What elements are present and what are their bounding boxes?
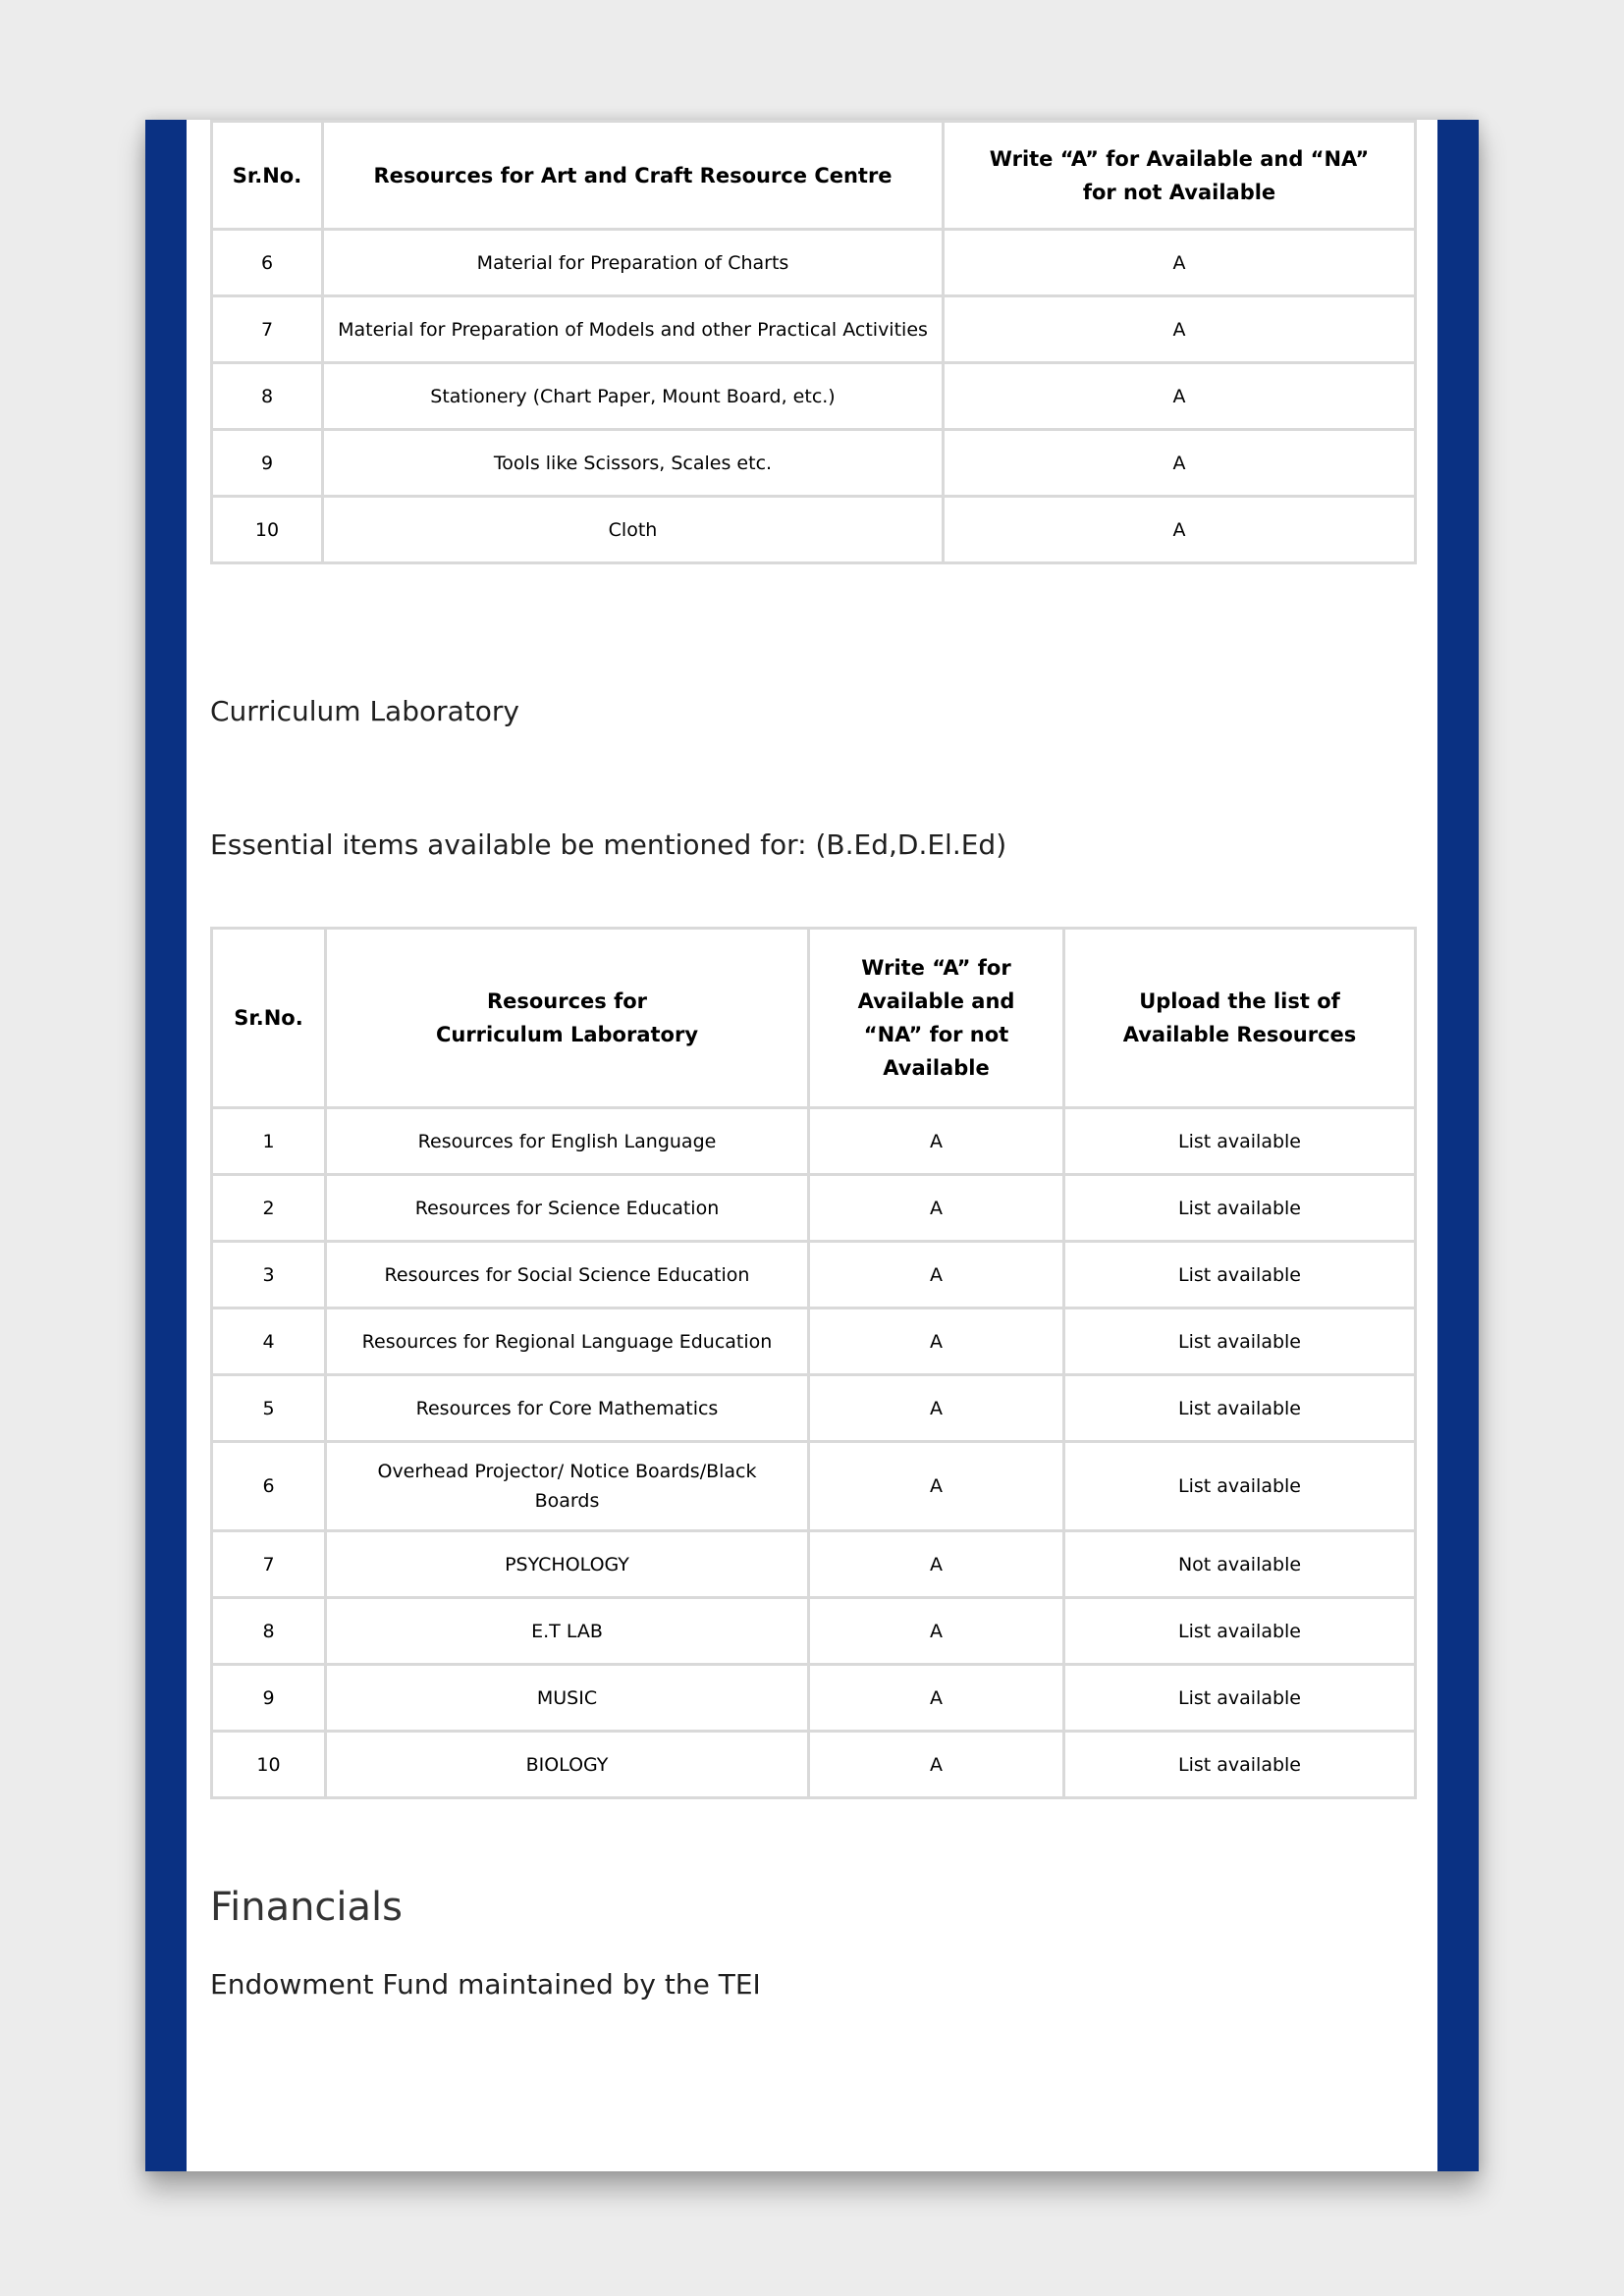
resource-cell: MUSIC (327, 1666, 807, 1730)
header-upload: Upload the list of Available Resources (1065, 930, 1414, 1106)
srno-cell: 5 (213, 1376, 324, 1440)
curriculum-laboratory-heading: Curriculum Laboratory (210, 695, 519, 727)
availability-cell: A (945, 231, 1414, 294)
financials-heading: Financials (210, 1885, 403, 1930)
table-row (213, 297, 1414, 361)
resource-cell: Resources for Social Science Education (327, 1243, 807, 1307)
upload-cell: List available (1065, 1109, 1414, 1173)
header-resource: Resources for Art and Craft Resource Centre (324, 123, 942, 228)
availability-cell: A (945, 364, 1414, 428)
srno-cell: 9 (213, 431, 321, 495)
srno-cell: 8 (213, 364, 321, 428)
resource-cell: Overhead Projector/ Notice Boards/Black Boards (327, 1443, 807, 1529)
availability-cell: A (945, 431, 1414, 495)
availability-cell: A (810, 1309, 1062, 1373)
availability-cell: A (810, 1176, 1062, 1240)
upload-cell: List available (1065, 1733, 1414, 1796)
availability-cell: A (810, 1109, 1062, 1173)
srno-cell: 1 (213, 1109, 324, 1173)
table-row (213, 1532, 1414, 1596)
resource-cell: Resources for Science Education (327, 1176, 807, 1240)
srno-cell: 10 (213, 498, 321, 561)
upload-cell: List available (1065, 1243, 1414, 1307)
header-availability: Write “A” for Available and “NA” for not Available (810, 930, 1062, 1106)
srno-cell: 2 (213, 1176, 324, 1240)
header-srno: Sr.No. (213, 930, 324, 1106)
table-row (213, 1176, 1414, 1240)
availability-cell: A (945, 498, 1414, 561)
resource-cell: BIOLOGY (327, 1733, 807, 1796)
availability-cell: A (810, 1243, 1062, 1307)
table-row (213, 1443, 1414, 1529)
table-row (213, 498, 1414, 561)
resource-cell: Stationery (Chart Paper, Mount Board, etc.) (324, 364, 942, 428)
endowment-fund-text: Endowment Fund maintained by the TEI (210, 1968, 761, 2001)
header-resource: Resources for Curriculum Laboratory (327, 930, 807, 1106)
srno-cell: 10 (213, 1733, 324, 1796)
upload-cell: List available (1065, 1376, 1414, 1440)
resource-cell: E.T LAB (327, 1599, 807, 1663)
availability-cell: A (810, 1443, 1062, 1529)
upload-cell: List available (1065, 1176, 1414, 1240)
left-accent-bar (145, 120, 187, 2171)
table-row (213, 1109, 1414, 1173)
table-row (213, 231, 1414, 294)
resource-cell: Cloth (324, 498, 942, 561)
srno-cell: 3 (213, 1243, 324, 1307)
page-content (210, 120, 1417, 2002)
resource-cell: Resources for English Language (327, 1109, 807, 1173)
srno-cell: 8 (213, 1599, 324, 1663)
table-row (213, 1243, 1414, 1307)
resource-cell: PSYCHOLOGY (327, 1532, 807, 1596)
srno-cell: 7 (213, 1532, 324, 1596)
header-srno: Sr.No. (213, 123, 321, 228)
srno-cell: 4 (213, 1309, 324, 1373)
availability-cell: A (810, 1376, 1062, 1440)
table-row (213, 1733, 1414, 1796)
srno-cell: 7 (213, 297, 321, 361)
availability-cell: A (810, 1733, 1062, 1796)
resource-cell: Resources for Regional Language Education (327, 1309, 807, 1373)
curriculum-table (210, 927, 1417, 1799)
availability-cell: A (945, 297, 1414, 361)
header-availability: Write “A” for Available and “NA” for not Available (945, 123, 1414, 228)
right-accent-bar (1437, 120, 1479, 2171)
table-row (213, 1666, 1414, 1730)
upload-cell: List available (1065, 1443, 1414, 1529)
table-row (213, 1599, 1414, 1663)
essential-items-text: Essential items available be mentioned for: (B.Ed,D.El.Ed) (210, 828, 1007, 861)
table-header-row (213, 123, 1414, 228)
resource-cell: Material for Preparation of Models and other Practical Activities (324, 297, 942, 361)
srno-cell: 9 (213, 1666, 324, 1730)
document-page (145, 120, 1479, 2171)
table-header-row (213, 930, 1414, 1106)
art-craft-table (210, 120, 1417, 564)
upload-cell: Not available (1065, 1532, 1414, 1596)
resource-cell: Material for Preparation of Charts (324, 231, 942, 294)
srno-cell: 6 (213, 1443, 324, 1529)
table-row (213, 1376, 1414, 1440)
upload-cell: List available (1065, 1309, 1414, 1373)
resource-cell: Tools like Scissors, Scales etc. (324, 431, 942, 495)
upload-cell: List available (1065, 1599, 1414, 1663)
table-row (213, 431, 1414, 495)
resource-cell: Resources for Core Mathematics (327, 1376, 807, 1440)
availability-cell: A (810, 1532, 1062, 1596)
srno-cell: 6 (213, 231, 321, 294)
table-row (213, 364, 1414, 428)
availability-cell: A (810, 1666, 1062, 1730)
availability-cell: A (810, 1599, 1062, 1663)
table-row (213, 1309, 1414, 1373)
upload-cell: List available (1065, 1666, 1414, 1730)
